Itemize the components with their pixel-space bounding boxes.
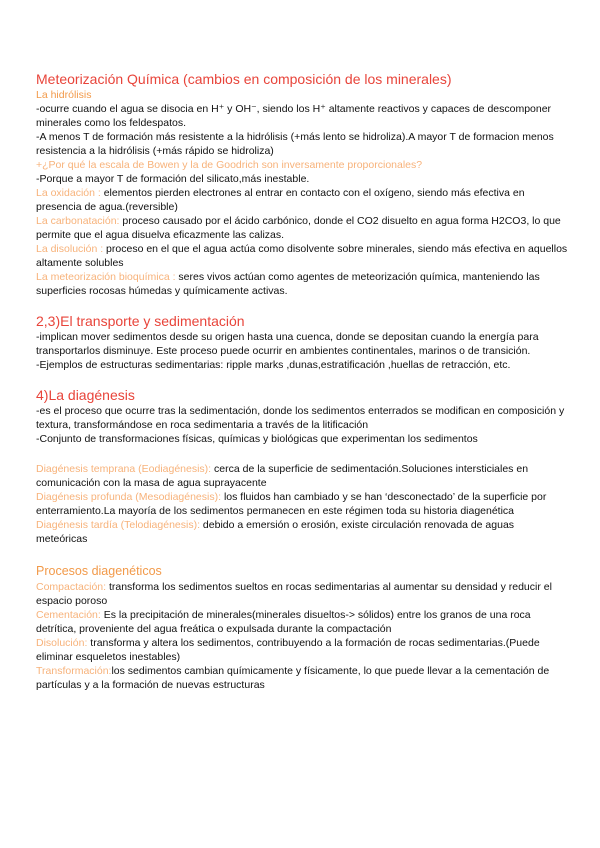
term-text: proceso en el que el agua actúa como disolvente sobre minerales, siendo más efectiva en aquellos altamente solubles bbox=[36, 243, 568, 269]
term-label: Transformación: bbox=[36, 665, 112, 677]
term-text: transforma y altera los sedimentos, contribuyendo a la formación de rocas sedimentarias.(Puede eliminar esqueletos inestables) bbox=[36, 637, 540, 663]
term-text: seres vivos actúan como agentes de meteorización química, manteniendo las superficies rocosas húmedas y químicamente activas. bbox=[36, 271, 540, 297]
term-label: Diagénesis tardía (Telodiagénesis): bbox=[36, 519, 201, 531]
paragraph: -Porque a mayor T de formación del silicato,más inestable. bbox=[36, 173, 310, 185]
definition-eodiagenesis bbox=[36, 462, 568, 490]
term-label: Disolución: bbox=[36, 637, 88, 649]
term-text: debido a emersión o erosión, existe circulación renovada de aguas meteóricas bbox=[36, 519, 515, 545]
term-label: La meteorización bioquímica : bbox=[36, 271, 176, 283]
definition-disolucion bbox=[36, 242, 568, 270]
term-label: La disolución : bbox=[36, 243, 104, 255]
term-label: Diagénesis temprana (Eodiagénesis): bbox=[36, 463, 212, 475]
definition-cementacion bbox=[36, 608, 568, 636]
term-text: los fluidos han cambiado y se han ‘desconectado’ de la superficie por enterramiento.La mayoría de los sedimentos permanecen en este régimen toda su historia diagenética bbox=[36, 491, 547, 517]
definition-compactacion bbox=[36, 580, 568, 608]
term-text: los sedimentos cambian químicamente y físicamente, lo que puede llevar a la cementación de partículas y a la formación de nuevas estructuras bbox=[36, 665, 550, 691]
term-text: elementos pierden electrones al entrar en contacto con el oxígeno, siendo más efectiva en presencia de agua.(reversible) bbox=[36, 187, 525, 213]
section-title-procesos: Procesos diagenéticos bbox=[36, 564, 162, 578]
definition-mesodiagenesis bbox=[36, 490, 568, 518]
term-text: proceso causado por el ácido carbónico, donde el CO2 disuelto en agua forma H2CO3, lo que permite que el agua disuelva eficazmente las calizas. bbox=[36, 215, 561, 241]
term-text: Es la precipitación de minerales(minerales disueltos-> sólidos) entre los granos de una roca detrítica, proveniente del agua freática o expulsada durante la compactación bbox=[36, 609, 531, 635]
paragraph: -implican mover sedimentos desde su origen hasta una cuenca, donde se depositan cuando la energía para transportarlos disminuye. Este proceso puede ocurrir en ambientes continentales, marinos o de transición. bbox=[36, 331, 539, 357]
section-title-diagenesis: 4)La diagénesis bbox=[36, 387, 135, 403]
paragraph: -A menos T de formación más resistente a la hidrólisis (+más lento se hidroliza).A mayor T de formacion menos resistencia a la hidrólisis (+más rápido se hidroliza) bbox=[36, 131, 554, 157]
section-title-meteorizacion: Meteorización Química (cambios en composición de los minerales) bbox=[36, 71, 452, 87]
paragraph: -es el proceso que ocurre tras la sedimentación, donde los sedimentos enterrados se modifican en composición y textura, transformándose en roca sedimentaria a través de la litificación bbox=[36, 405, 565, 431]
term-label: Compactación: bbox=[36, 581, 107, 593]
paragraph: -ocurre cuando el agua se disocia en H⁺ y OH⁻, siendo los H⁺ altamente reactivos y capaces de descomponer minerales como los feldespatos. bbox=[36, 103, 552, 129]
term-label: Cementación: bbox=[36, 609, 101, 621]
term-label: La carbonatación: bbox=[36, 215, 120, 227]
definition-carbonatacion bbox=[36, 214, 568, 242]
paragraph: -Conjunto de transformaciones físicas, químicas y biológicas que experimentan los sedimentos bbox=[36, 433, 478, 445]
question-line: +¿Por qué la escala de Bowen y la de Goodrich son inversamente proporcionales? bbox=[36, 159, 423, 171]
term-label: La oxidación : bbox=[36, 187, 101, 199]
term-text: transforma los sedimentos sueltos en rocas sedimentarias al aumentar su densidad y reducir el espacio poroso bbox=[36, 581, 552, 607]
subtitle-hidrolisis: La hidrólisis bbox=[36, 89, 92, 101]
section-title-transporte: 2,3)El transporte y sedimentación bbox=[36, 313, 245, 329]
definition-bioquimica bbox=[36, 270, 568, 298]
term-text: cerca de la superficie de sedimentación.Soluciones intersticiales en comunicación con la masa de agua suprayacente bbox=[36, 463, 529, 489]
document-content bbox=[36, 70, 568, 692]
paragraph: -Ejemplos de estructuras sedimentarias: ripple marks ,dunas,estratificación ,huellas de retracción, etc. bbox=[36, 359, 511, 371]
definition-telodiagenesis bbox=[36, 518, 568, 546]
definition-transformacion bbox=[36, 664, 568, 692]
definition-disolucion-diagenetica bbox=[36, 636, 568, 664]
term-label: Diagénesis profunda (Mesodiagénesis): bbox=[36, 491, 222, 503]
definition-oxidacion bbox=[36, 186, 568, 214]
